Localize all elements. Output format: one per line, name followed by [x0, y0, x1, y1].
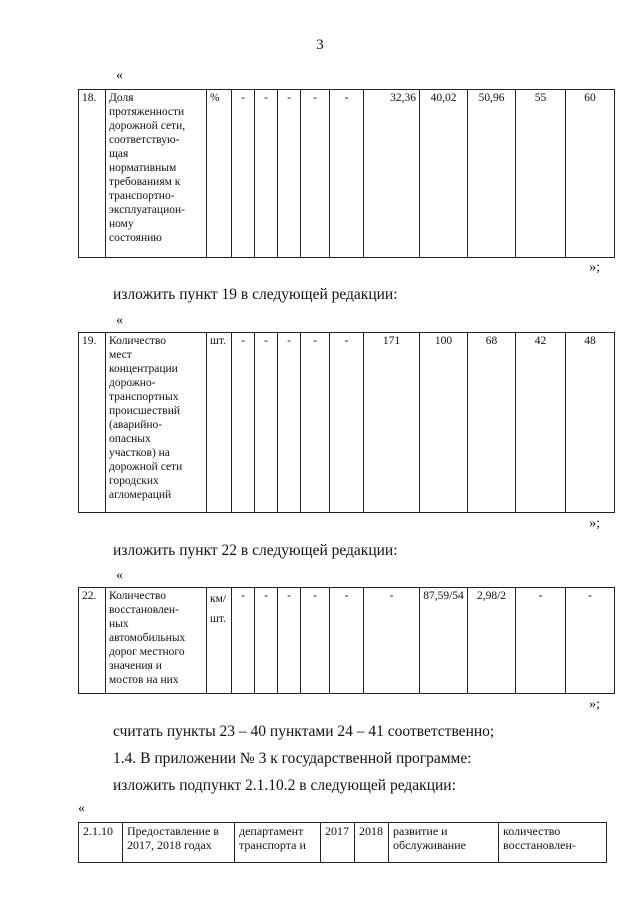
unit: % — [207, 90, 232, 258]
expected-result: развитие и обслуживание — [389, 823, 499, 863]
value-cell: - — [364, 588, 420, 694]
value-cell: - — [301, 90, 330, 258]
value-cell: 32,36 — [364, 90, 420, 258]
measure-name: Предоставление в 2017, 2018 годах — [123, 823, 235, 863]
value-cell: 60 — [566, 90, 615, 258]
value-cell: - — [278, 588, 301, 694]
table-row-19 — [78, 332, 615, 513]
value-cell: - — [278, 333, 301, 513]
open-quote: « — [78, 801, 85, 816]
unit: км/ шт. — [207, 588, 232, 694]
value-cell: 171 — [364, 333, 420, 513]
value-cell: 2,98/2 — [468, 588, 516, 694]
value-cell: - — [566, 588, 615, 694]
unit: шт. — [207, 333, 232, 513]
responsible-executor: департамент транспорта и — [235, 823, 321, 863]
paragraph-appendix-3: 1.4. В приложении № 3 к государственной программе: — [113, 750, 472, 767]
value-cell: - — [232, 90, 255, 258]
row-number: 22. — [79, 588, 106, 694]
value-cell: - — [330, 90, 364, 258]
value-cell: 68 — [468, 333, 516, 513]
value-cell: - — [255, 90, 278, 258]
row-number: 2.1.10 — [79, 823, 123, 863]
value-cell: - — [232, 588, 255, 694]
indicator: количество восстановлен- — [499, 823, 607, 863]
table-row-2-1-10 — [78, 822, 607, 863]
table-row-18 — [78, 89, 615, 258]
paragraph-point-22: изложить пункт 22 в следующей редакции: — [113, 542, 398, 559]
paragraph-point-19: изложить пункт 19 в следующей редакции: — [113, 286, 398, 303]
end-year: 2018 — [355, 823, 389, 863]
value-cell: 48 — [566, 333, 615, 513]
indicator-name: Количество восстановлен- ных автомобильных дорог местного значения и мостов на них — [106, 588, 207, 694]
value-cell: - — [330, 333, 364, 513]
open-quote: « — [116, 313, 123, 328]
value-cell: - — [301, 588, 330, 694]
value-cell: - — [255, 333, 278, 513]
value-cell: 100 — [420, 333, 468, 513]
paragraph-renumber: считать пункты 23 – 40 пунктами 24 – 41 соответственно; — [113, 723, 495, 740]
close-quote: »; — [589, 516, 600, 531]
row-number: 19. — [79, 333, 106, 513]
open-quote: « — [116, 68, 123, 83]
page-number: 3 — [316, 37, 324, 53]
value-cell: - — [232, 333, 255, 513]
open-quote: « — [116, 568, 123, 583]
indicator-name: Доля протяженности дорожной сети, соответствую- щая нормативным требованиям к транспортно- эксплуатацион- ному состоянию — [106, 90, 207, 258]
value-cell: - — [301, 333, 330, 513]
close-quote: »; — [589, 260, 600, 275]
value-cell: - — [255, 588, 278, 694]
indicator-name: Количество мест концентрации дорожно- транспортных происшествий (аварийно- опасных участков) на дорожной сети городских агломераций — [106, 333, 207, 513]
table-row-22 — [78, 587, 615, 694]
close-quote: »; — [589, 697, 600, 712]
value-cell: - — [516, 588, 566, 694]
value-cell: 55 — [516, 90, 566, 258]
row-number: 18. — [79, 90, 106, 258]
value-cell: - — [278, 90, 301, 258]
value-cell: 40,02 — [420, 90, 468, 258]
value-cell: 87,59/54 — [420, 588, 468, 694]
paragraph-subpoint-2-1-10-2: изложить подпункт 2.1.10.2 в следующей редакции: — [113, 777, 456, 794]
start-year: 2017 — [321, 823, 355, 863]
value-cell: - — [330, 588, 364, 694]
value-cell: 50,96 — [468, 90, 516, 258]
value-cell: 42 — [516, 333, 566, 513]
